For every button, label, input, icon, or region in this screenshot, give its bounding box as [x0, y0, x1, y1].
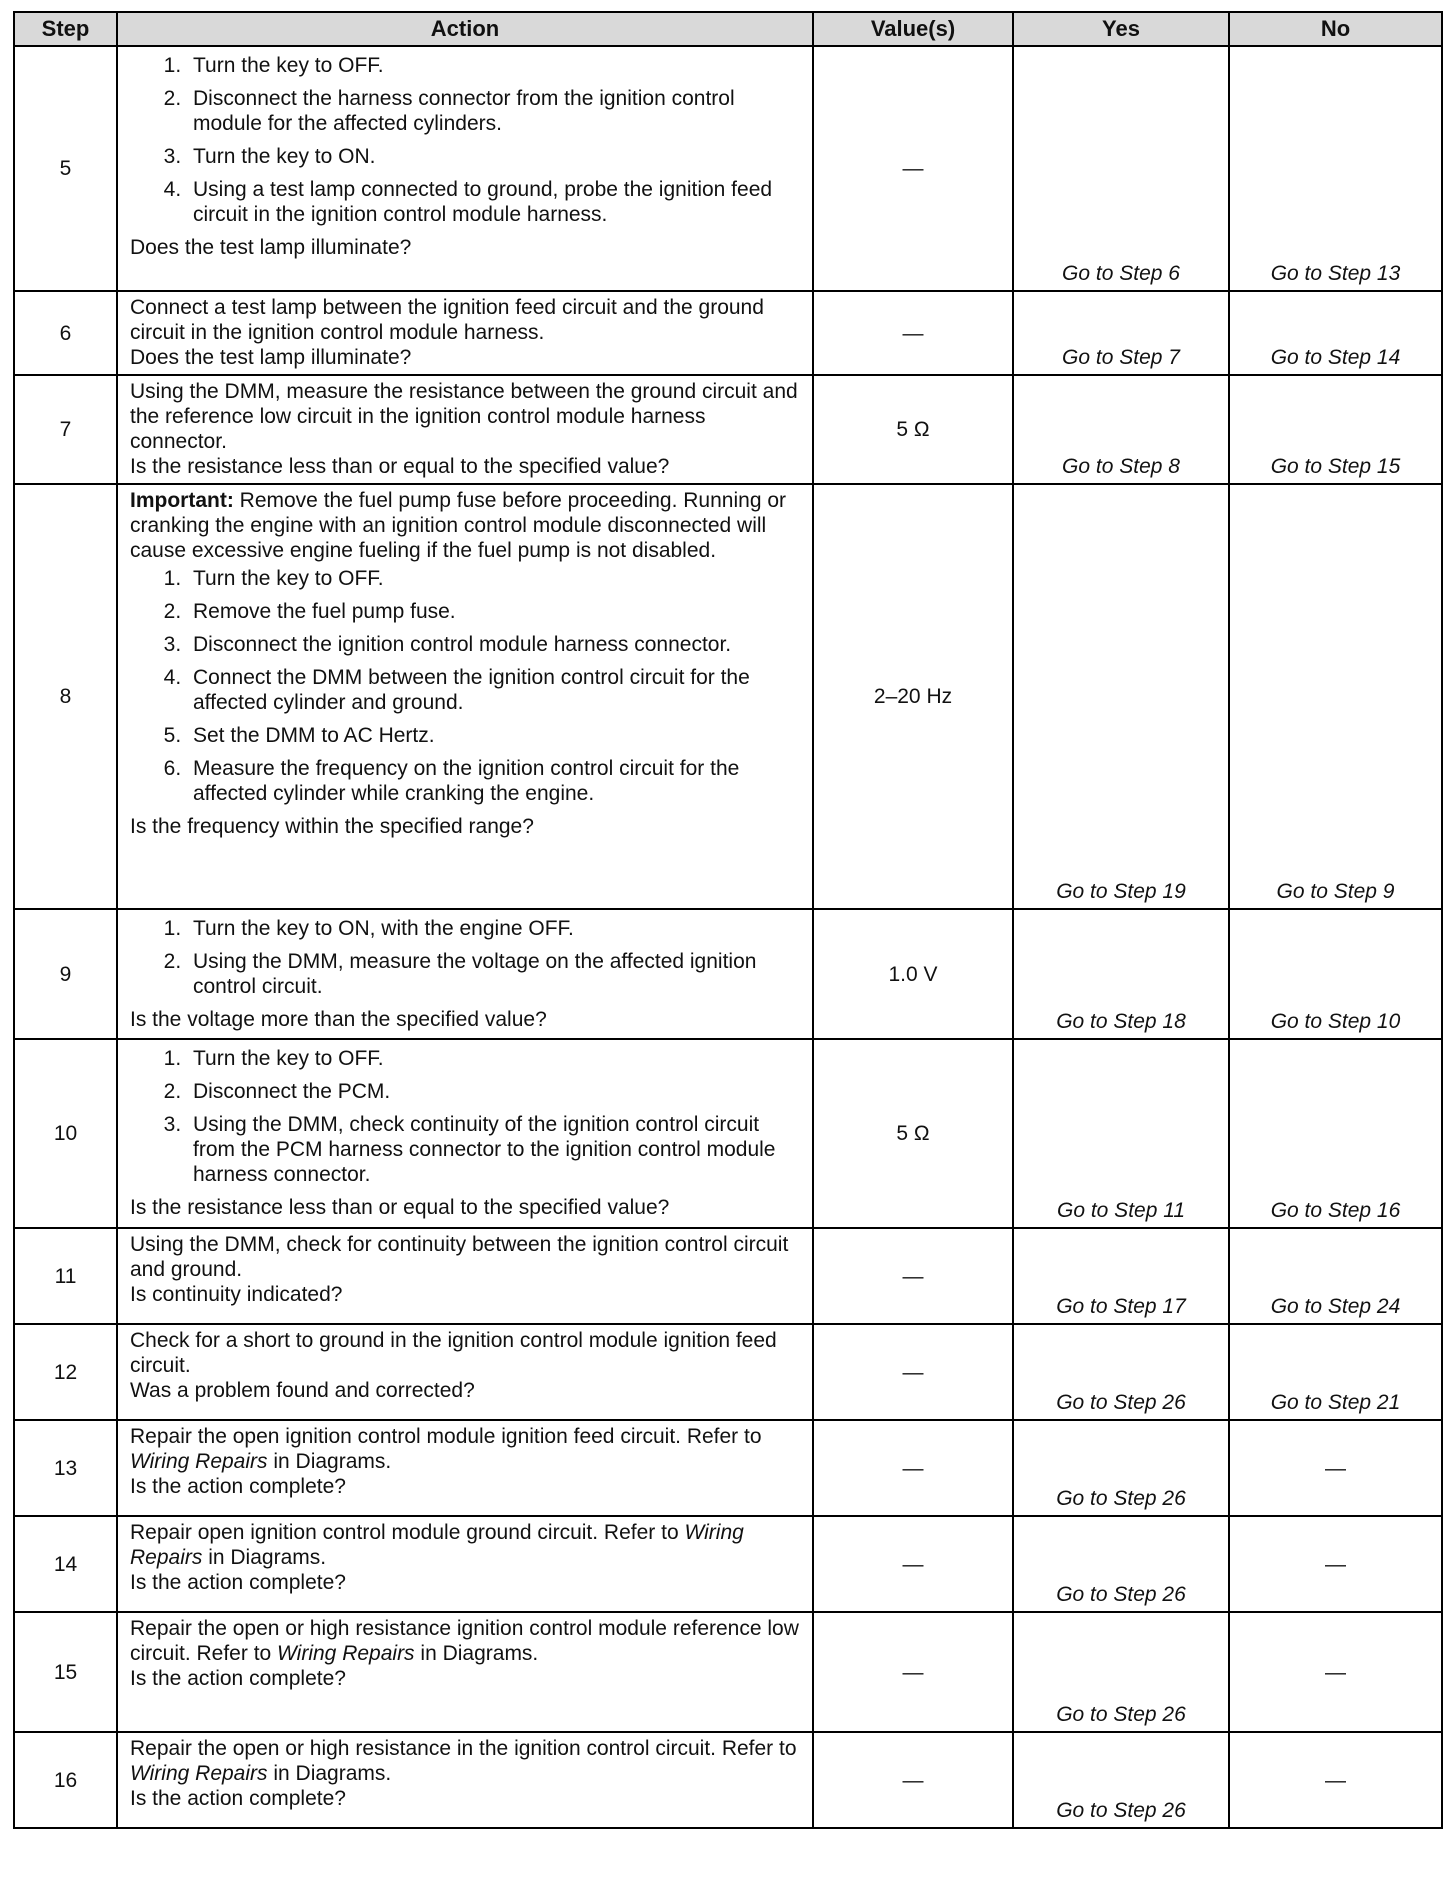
yes-goto: Go to Step 26 [1013, 1612, 1229, 1732]
list-item: 1. Turn the key to OFF. [187, 1046, 804, 1071]
value-cell: — [813, 291, 1013, 375]
value-cell: — [813, 1228, 1013, 1324]
diagnostic-table-page [13, 11, 1443, 1829]
step-number: 15 [14, 1612, 117, 1732]
action-cell [117, 375, 813, 484]
yes-goto: Go to Step 18 [1013, 909, 1229, 1039]
action-text [130, 1736, 804, 1786]
no-goto: — [1229, 1732, 1442, 1828]
step-number: 8 [14, 484, 117, 909]
action-text-part: in Diagrams. [267, 1450, 392, 1473]
list-item: 3. Using the DMM, check continuity of the ignition control circuit from the PCM harness connector to the ignition control module harness connector. [187, 1112, 804, 1187]
value-cell: 1.0 V [813, 909, 1013, 1039]
step-number: 6 [14, 291, 117, 375]
value-cell: 5 Ω [813, 1039, 1013, 1228]
no-goto: Go to Step 21 [1229, 1324, 1442, 1420]
question-text: Was a problem found and corrected? [130, 1379, 475, 1402]
value-cell: 2–20 Hz [813, 484, 1013, 909]
header-yes: Yes [1013, 12, 1229, 46]
action-cell [117, 1516, 813, 1612]
table-row [14, 1732, 1442, 1828]
action-text: Connect a test lamp between the ignition feed circuit and the ground circuit in the ignition control module harness. [130, 296, 764, 344]
action-steps-list [130, 566, 804, 806]
question-text: Is the action complete? [130, 1787, 346, 1810]
list-item: 3. Turn the key to ON. [187, 144, 804, 169]
yes-goto: Go to Step 6 [1013, 46, 1229, 291]
reference-link-text: Wiring Repairs [130, 1450, 268, 1473]
table-row [14, 1324, 1442, 1420]
reference-link-text: Wiring Repairs [130, 1762, 268, 1785]
no-goto: — [1229, 1516, 1442, 1612]
value-cell: — [813, 1516, 1013, 1612]
list-item: 2. Remove the fuel pump fuse. [187, 599, 804, 624]
question-text: Is the action complete? [130, 1475, 346, 1498]
list-item: 2. Disconnect the harness connector from the ignition control module for the affected cylinders. [187, 86, 804, 136]
list-item: 3. Disconnect the ignition control module harness connector. [187, 632, 804, 657]
table-row [14, 46, 1442, 291]
value-cell: — [813, 1612, 1013, 1732]
list-item: 4. Using a test lamp connected to ground, probe the ignition feed circuit in the ignition control module harness. [187, 177, 804, 227]
yes-goto: Go to Step 26 [1013, 1732, 1229, 1828]
question-text: Is the resistance less than or equal to the specified value? [130, 1196, 670, 1219]
value-cell: — [813, 1324, 1013, 1420]
no-goto: Go to Step 15 [1229, 375, 1442, 484]
header-values: Value(s) [813, 12, 1013, 46]
reference-link-text: Wiring Repairs [277, 1642, 415, 1665]
step-number: 14 [14, 1516, 117, 1612]
action-text [130, 1424, 804, 1474]
yes-goto: Go to Step 7 [1013, 291, 1229, 375]
value-cell: — [813, 1732, 1013, 1828]
question-text: Is the resistance less than or equal to the specified value? [130, 455, 670, 478]
no-goto: Go to Step 10 [1229, 909, 1442, 1039]
header-action: Action [117, 12, 813, 46]
no-goto: Go to Step 24 [1229, 1228, 1442, 1324]
important-text: Remove the fuel pump fuse before proceeding. Running or cranking the engine with an ignition control module disconnected will cause excessive engine fueling if the fuel pump is not disabled. [130, 489, 787, 562]
action-cell [117, 1612, 813, 1732]
list-item: 1. Turn the key to OFF. [187, 53, 804, 78]
no-goto: Go to Step 9 [1229, 484, 1442, 909]
list-item: 4. Connect the DMM between the ignition control circuit for the affected cylinder and ground. [187, 665, 804, 715]
header-no: No [1229, 12, 1442, 46]
action-text-part: in Diagrams. [267, 1762, 392, 1785]
question-text: Does the test lamp illuminate? [130, 236, 412, 259]
question-text: Is the voltage more than the specified value? [130, 1008, 547, 1031]
action-text-part: Repair open ignition control module ground circuit. Refer to [130, 1521, 685, 1544]
yes-goto: Go to Step 17 [1013, 1228, 1229, 1324]
action-cell [117, 1732, 813, 1828]
action-cell [117, 1228, 813, 1324]
no-goto: — [1229, 1420, 1442, 1516]
list-item: 5. Set the DMM to AC Hertz. [187, 723, 804, 748]
diagnostic-steps-table [13, 11, 1443, 1829]
action-text: Check for a short to ground in the ignition control module ignition feed circuit. [130, 1329, 777, 1377]
question-text: Does the test lamp illuminate? [130, 346, 412, 369]
step-number: 16 [14, 1732, 117, 1828]
list-item: 1. Turn the key to ON, with the engine OFF. [187, 916, 804, 941]
list-item: 6. Measure the frequency on the ignition control circuit for the affected cylinder while cranking the engine. [187, 756, 804, 806]
action-text: Using the DMM, measure the resistance between the ground circuit and the reference low circuit in the ignition control module harness connector. [130, 380, 798, 453]
action-cell [117, 1039, 813, 1228]
spacer [130, 1691, 804, 1715]
important-note [130, 488, 804, 563]
action-text-part: Repair the open or high resistance in the ignition control circuit. Refer to [130, 1737, 797, 1760]
yes-goto: Go to Step 26 [1013, 1324, 1229, 1420]
action-steps-list [130, 1046, 804, 1187]
action-cell [117, 909, 813, 1039]
list-item: 2. Using the DMM, measure the voltage on the affected ignition control circuit. [187, 949, 804, 999]
question-text: Is the action complete? [130, 1667, 346, 1690]
question-text: Is the frequency within the specified range? [130, 815, 534, 838]
no-goto: Go to Step 13 [1229, 46, 1442, 291]
action-text-part: Repair the open or high resistance ignition control module reference low circuit. Refer to [130, 1617, 799, 1665]
action-text [130, 1520, 804, 1570]
table-row [14, 291, 1442, 375]
action-cell [117, 46, 813, 291]
value-cell: — [813, 1420, 1013, 1516]
table-row [14, 1516, 1442, 1612]
table-row [14, 375, 1442, 484]
action-cell [117, 484, 813, 909]
table-row [14, 1612, 1442, 1732]
action-text-part: in Diagrams. [414, 1642, 539, 1665]
action-cell [117, 1324, 813, 1420]
table-row [14, 1228, 1442, 1324]
step-number: 13 [14, 1420, 117, 1516]
yes-goto: Go to Step 26 [1013, 1516, 1229, 1612]
step-number: 9 [14, 909, 117, 1039]
value-cell: — [813, 46, 1013, 291]
reference-link-text: Wiring Repairs [130, 1521, 744, 1569]
action-cell [117, 291, 813, 375]
table-row [14, 484, 1442, 909]
no-goto: — [1229, 1612, 1442, 1732]
list-item: 1. Turn the key to OFF. [187, 566, 804, 591]
action-steps-list [130, 53, 804, 227]
action-cell [117, 1420, 813, 1516]
action-text: Using the DMM, check for continuity between the ignition control circuit and ground. [130, 1233, 789, 1281]
step-number: 11 [14, 1228, 117, 1324]
header-row [14, 12, 1442, 46]
no-goto: Go to Step 16 [1229, 1039, 1442, 1228]
yes-goto: Go to Step 19 [1013, 484, 1229, 909]
step-number: 12 [14, 1324, 117, 1420]
yes-goto: Go to Step 11 [1013, 1039, 1229, 1228]
yes-goto: Go to Step 8 [1013, 375, 1229, 484]
action-steps-list [130, 916, 804, 999]
question-text: Is the action complete? [130, 1571, 346, 1594]
header-step: Step [14, 12, 117, 46]
step-number: 7 [14, 375, 117, 484]
action-text-part: Repair the open ignition control module ignition feed circuit. Refer to [130, 1425, 762, 1448]
action-text [130, 1616, 804, 1666]
value-cell: 5 Ω [813, 375, 1013, 484]
yes-goto: Go to Step 26 [1013, 1420, 1229, 1516]
table-row [14, 1420, 1442, 1516]
question-text: Is continuity indicated? [130, 1283, 343, 1306]
table-row [14, 1039, 1442, 1228]
table-header [14, 12, 1442, 46]
list-item: 2. Disconnect the PCM. [187, 1079, 804, 1104]
step-number: 10 [14, 1039, 117, 1228]
action-text-part: in Diagrams. [202, 1546, 327, 1569]
table-row [14, 909, 1442, 1039]
no-goto: Go to Step 14 [1229, 291, 1442, 375]
important-label: Important: [130, 489, 234, 512]
table-body [14, 46, 1442, 1828]
step-number: 5 [14, 46, 117, 291]
